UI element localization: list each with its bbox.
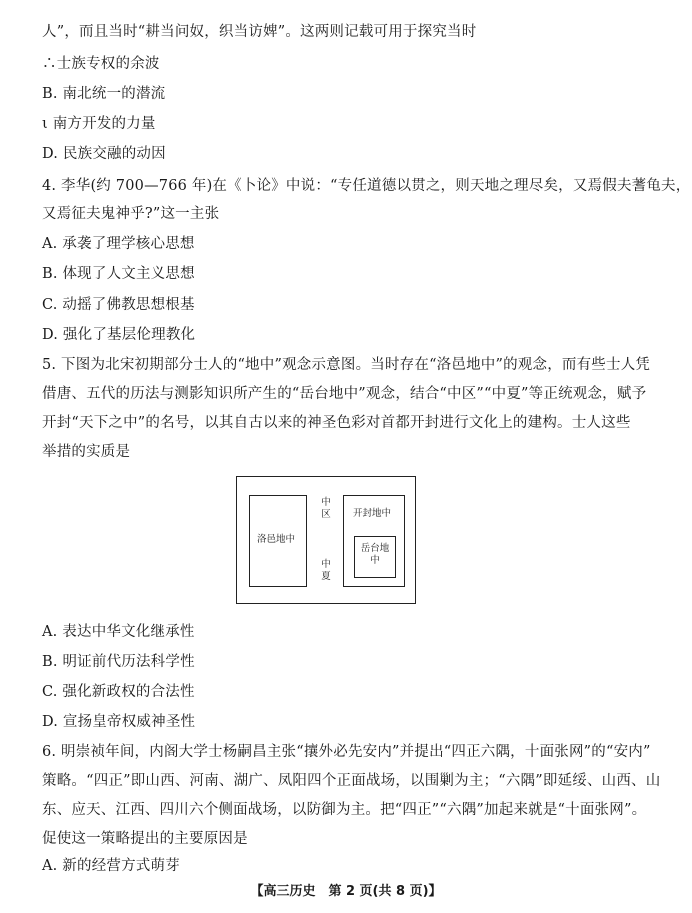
q4-stem-line-1: 4. 李华(约 700—766 年)在《卜论》中说：“专任道德以贯之，则天地之理尽矣，又焉假夫蓍龟夫，: [42, 178, 691, 194]
q5-option-a: A. 表达中华文化继承性: [42, 624, 195, 640]
q4-option-c: C. 动摇了佛教思想根基: [42, 297, 195, 313]
page-footer: 【高三历史 第 2 页(共 8 页)】: [250, 884, 442, 899]
q5-stem-line-2: 借唐、五代的历法与测影知识所产生的“岳台地中”观念，结合“中区”“中夏”等正统观念，赋予: [42, 386, 647, 402]
q3-option-a: ∴士族专权的余波: [42, 56, 160, 72]
q4-option-d: D. 强化了基层伦理教化: [42, 327, 196, 343]
q6-option-a: A. 新的经营方式萌芽: [42, 858, 180, 874]
zhongxia-label: 中夏: [321, 559, 331, 582]
yuetai-label: 岳台地中: [360, 543, 390, 566]
q6-stem-line-3: 东、应天、江西、四川六个侧面战场，以防御为主。把“四正”“六隅”加起来就是“十面张网”。: [42, 802, 647, 818]
yuetai-box: [354, 536, 396, 578]
kaifeng-label: 开封地中: [353, 508, 392, 519]
luoyi-label: 洛邑地中: [257, 534, 296, 545]
luoyi-box: [249, 495, 307, 587]
q4-stem-line-2: 又焉征夫鬼神乎?”这一主张: [42, 206, 220, 222]
zhongqu-label: 中区: [321, 497, 331, 520]
q4-option-a: A. 承袭了理学核心思想: [42, 236, 195, 252]
q5-stem-line-4: 举措的实质是: [42, 444, 131, 460]
q5-option-d: D. 宣扬皇帝权威神圣性: [42, 714, 196, 730]
kaifeng-box: [343, 495, 405, 587]
q5-stem-line-3: 开封“天下之中”的名号，以其自古以来的神圣色彩对首都开封进行文化上的建构。士人这些: [42, 415, 631, 431]
q3-option-b: B. 南北统一的潜流: [42, 86, 166, 102]
q3-option-d: D. 民族交融的动因: [42, 146, 166, 162]
q4-option-b: B. 体现了人文主义思想: [42, 266, 195, 282]
q5-option-c: C. 强化新政权的合法性: [42, 684, 195, 700]
q6-stem-line-1: 6. 明崇祯年间，内阁大学士杨嗣昌主张“攘外必先安内”并提出“四正六隅，十面张网”的“安内”: [42, 744, 651, 760]
q3-option-c: ι 南方开发的力量: [42, 116, 156, 132]
q5-option-b: B. 明证前代历法科学性: [42, 654, 195, 670]
q3-stem-tail: 人”，而且当时“耕当问奴，织当访婢”。这两则记载可用于探究当时: [42, 24, 477, 40]
q5-stem-line-1: 5. 下图为北宋初期部分士人的“地中”观念示意图。当时存在“洛邑地中”的观念，而有些士人凭: [42, 357, 651, 373]
earth-center-diagram: [236, 476, 416, 604]
q6-stem-line-2: 策略。“四正”即山西、河南、湖广、凤阳四个正面战场，以围剿为主；“六隅”即延绥、山西、山: [42, 773, 661, 789]
q6-stem-line-4: 促使这一策略提出的主要原因是: [42, 831, 248, 847]
